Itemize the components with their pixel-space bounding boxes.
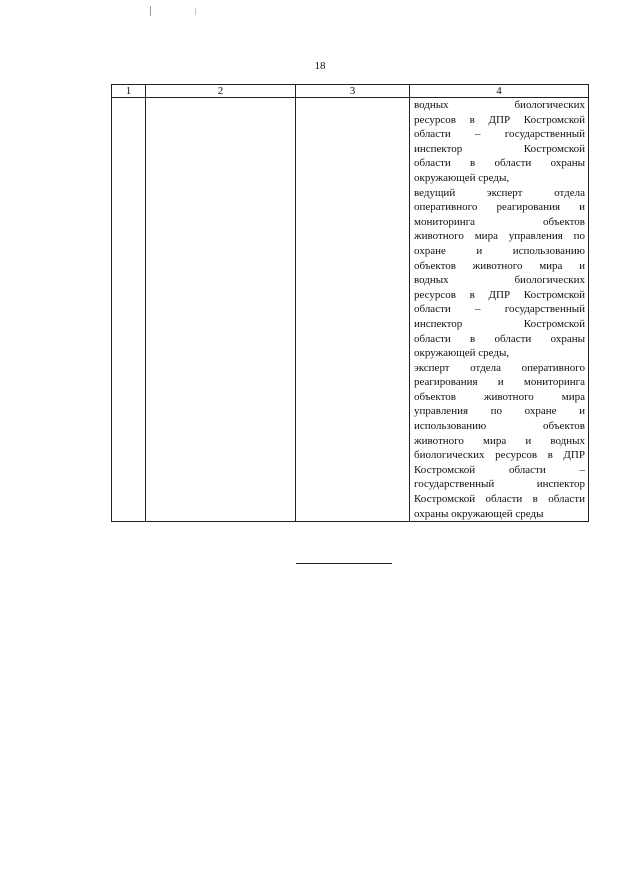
text-line: животного мира и водных [414, 434, 585, 447]
text-line: объектов животного мира [414, 390, 585, 403]
positions-text [410, 98, 588, 521]
text-line: животного мира управления по [414, 230, 585, 243]
text-line: ведущий эксперт отдела [414, 186, 585, 199]
table-row [112, 98, 589, 522]
cell-col-3 [296, 98, 410, 522]
page-number: 18 [314, 60, 326, 72]
text-line: области – государственный [414, 303, 585, 316]
column-header-4: 4 [410, 85, 589, 98]
column-header-1: 1 [112, 85, 146, 98]
text-line: государственный инспектор [414, 478, 585, 491]
text-line: охране и использованию [414, 244, 585, 257]
text-line: окружающей среды, [414, 171, 510, 184]
column-header-2: 2 [146, 85, 296, 98]
scan-artifact-mark [150, 6, 151, 16]
text-line: области в области охраны [414, 332, 585, 345]
cell-col-1 [112, 98, 146, 522]
text-line: эксперт отдела оперативного [414, 361, 585, 374]
text-line: биологических ресурсов в ДПР [414, 449, 585, 462]
scan-artifact-mark [195, 8, 196, 15]
text-line: инспектор Костромской [414, 317, 585, 330]
text-line: водных биологических [414, 274, 585, 287]
text-line: управления по охране и [414, 405, 585, 418]
text-line: охраны окружающей среды [414, 507, 544, 520]
text-line: инспектор Костромской [414, 142, 585, 155]
text-line: ресурсов в ДПР Костромской [414, 113, 585, 126]
text-line: реагирования и мониторинга [414, 376, 585, 389]
text-line: водных биологических [414, 99, 585, 111]
closing-rule-line [296, 563, 392, 564]
text-line: области – государственный [414, 128, 585, 141]
text-line: ресурсов в ДПР Костромской [414, 288, 585, 301]
text-line: использованию объектов [414, 420, 585, 433]
table-header-row [112, 85, 589, 98]
text-line: окружающей среды, [414, 347, 510, 360]
cell-col-2 [146, 98, 296, 522]
responsible-persons-table [111, 84, 589, 522]
text-line: области в области охраны [414, 157, 585, 170]
text-line: Костромской области в области [414, 493, 585, 506]
text-line: Костромской области – [414, 463, 585, 476]
text-line: объектов животного мира и [414, 259, 585, 272]
text-line: оперативного реагирования и [414, 201, 585, 214]
text-line: мониторинга объектов [414, 215, 585, 228]
column-header-3: 3 [296, 85, 410, 98]
cell-col-4 [410, 98, 589, 522]
